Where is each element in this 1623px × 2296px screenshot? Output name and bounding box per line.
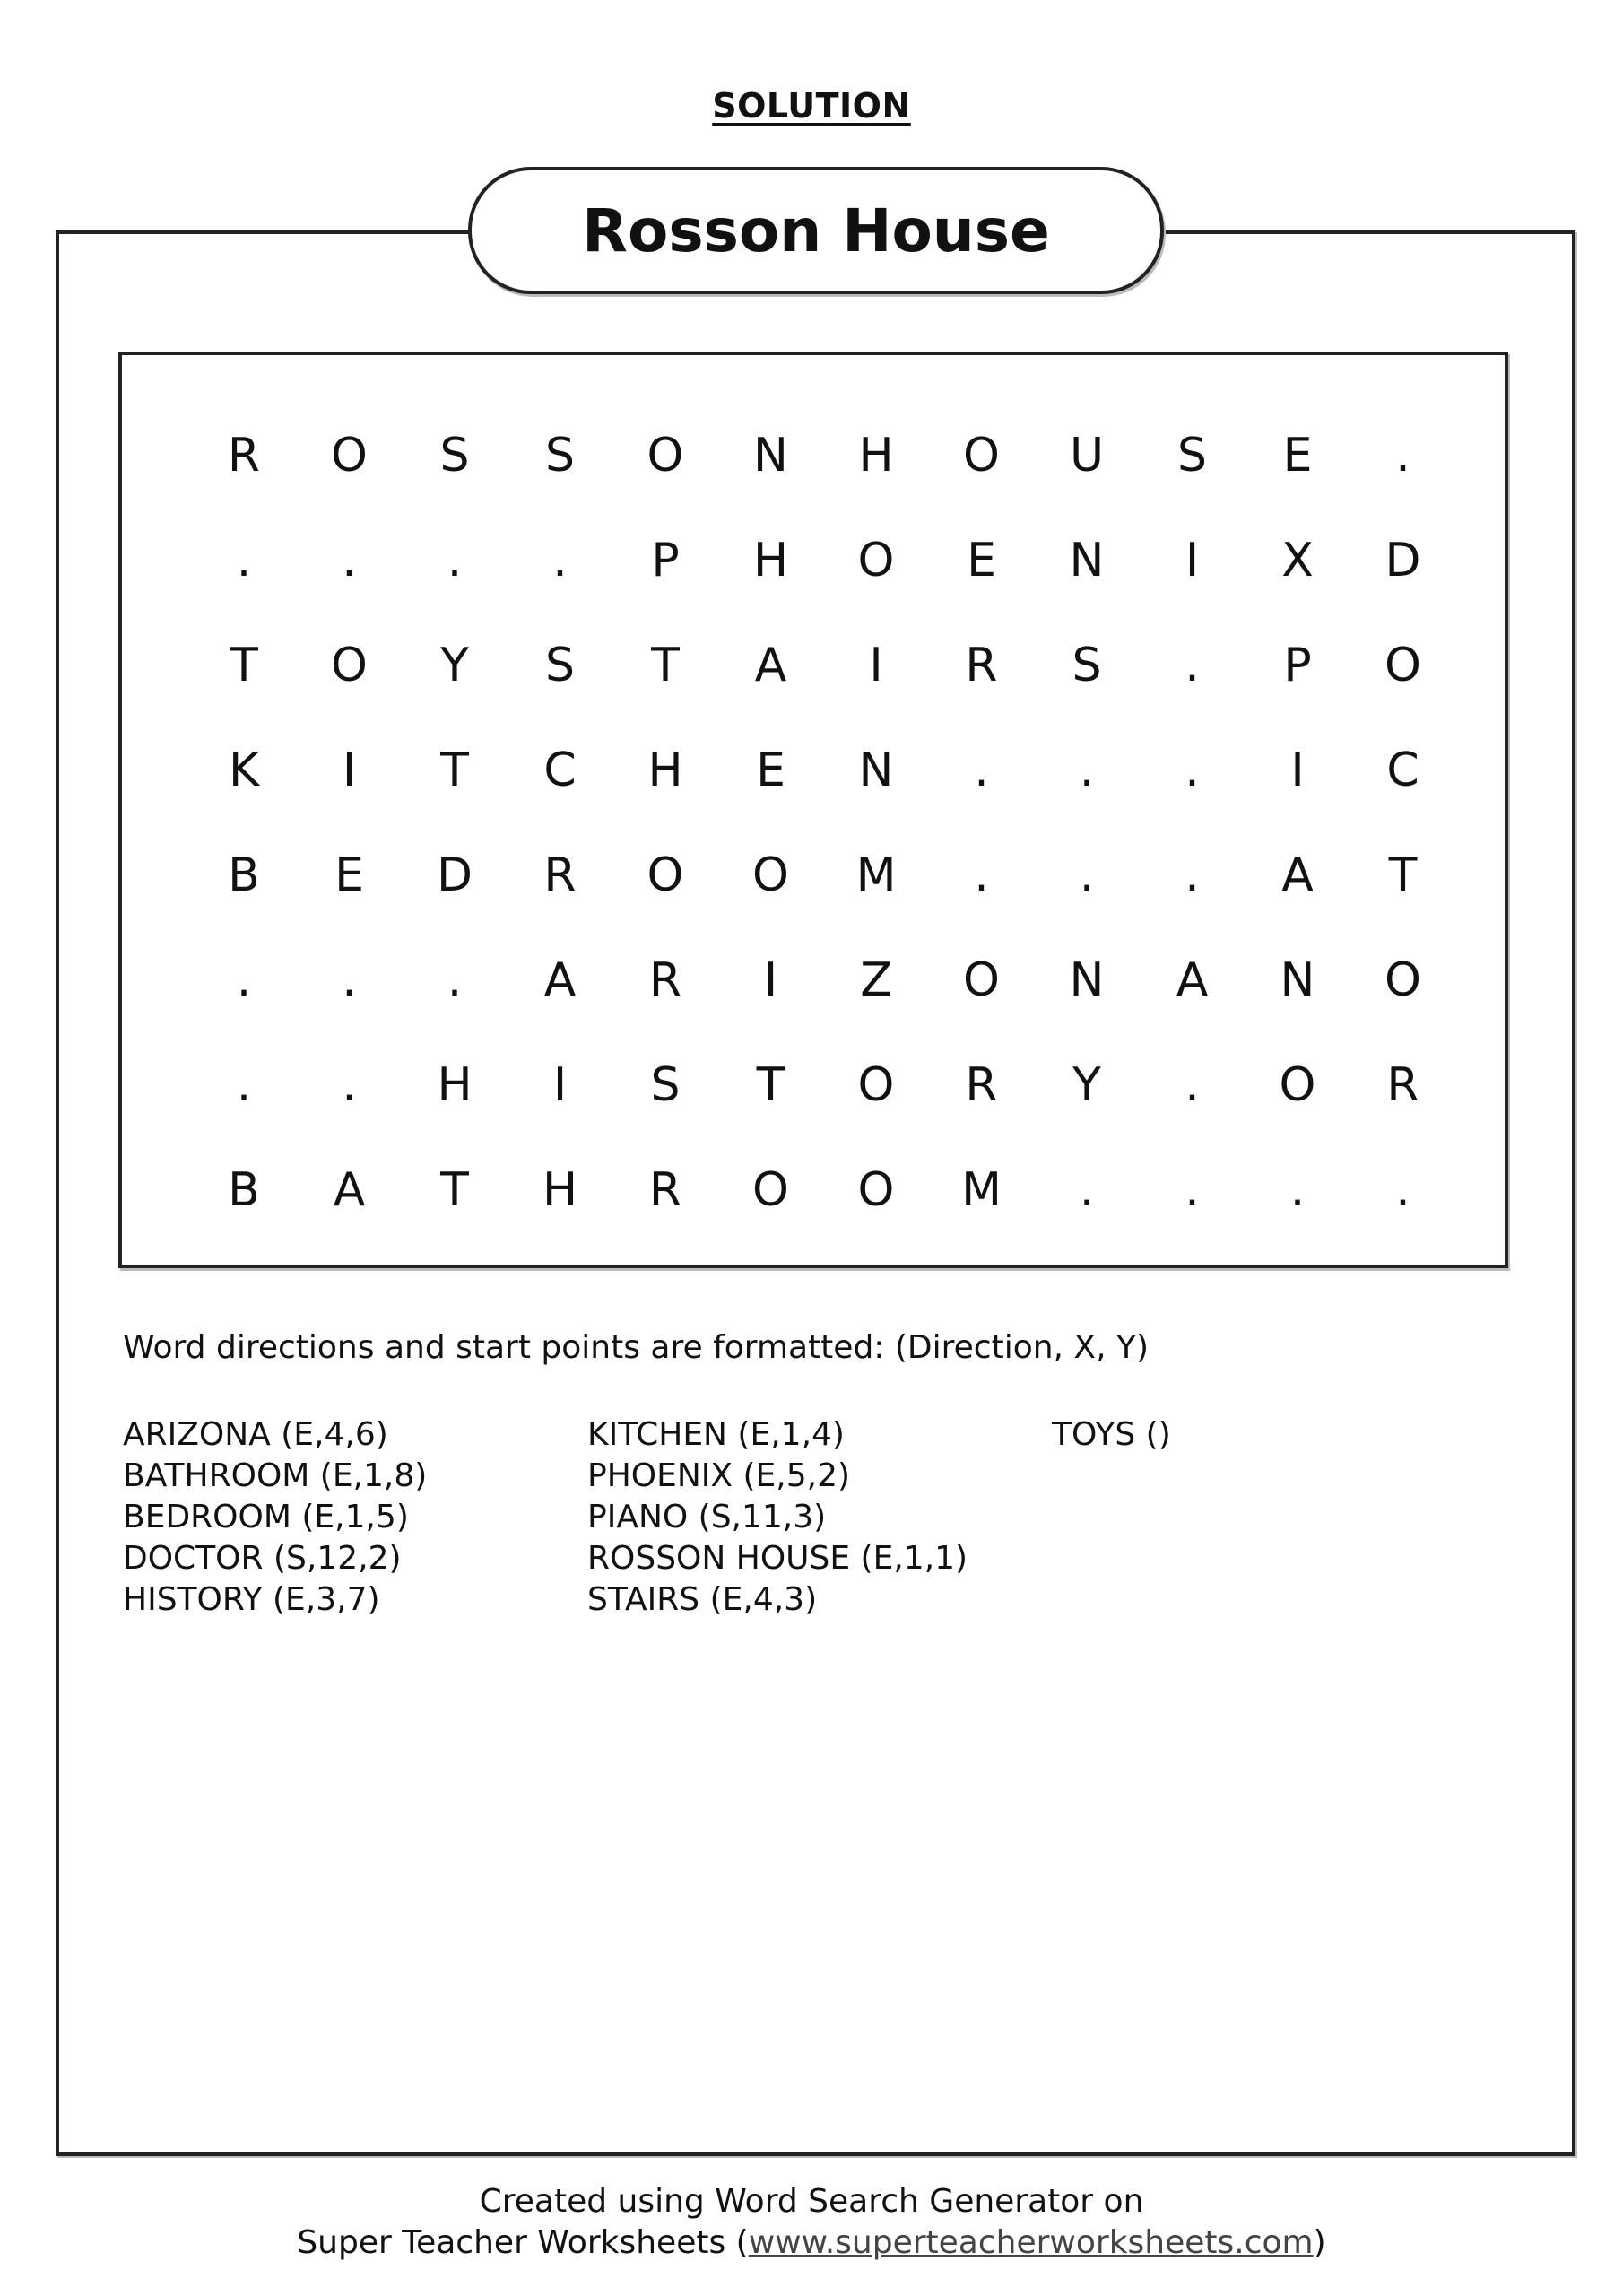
grid-cell: I [1185,534,1200,587]
grid-cell: . [342,1058,357,1112]
grid-cell: S [544,639,575,692]
worksheet-title [468,167,1164,294]
grid-cell: H [752,534,789,587]
grid-cell: . [236,534,252,587]
word-list-item: TOYS () [1052,1416,1171,1453]
grid-cell: Z [860,953,892,1007]
grid-cell: T [230,639,258,692]
word-list-item: KITCHEN (E,1,4) [587,1416,845,1453]
grid-cell: H [542,1163,578,1217]
grid-cell: S [439,429,470,483]
grid-cell: . [447,534,463,587]
grid-cell: S [544,429,575,483]
footer-suffix: ) [1313,2224,1326,2261]
grid-cell: R [965,1058,998,1112]
grid-cell: . [1289,1163,1306,1217]
grid-cell: E [967,534,996,587]
grid-cell: O [752,1163,789,1217]
grid-cell: . [1185,848,1200,902]
grid-cell: . [1395,429,1410,483]
word-list-item: DOCTOR (S,12,2) [123,1540,402,1577]
grid-cell: X [1281,534,1314,587]
grid-cell: Y [440,639,469,692]
grid-cell: A [543,953,577,1007]
grid-cell: H [858,429,894,483]
grid-cell: O [1279,1058,1316,1112]
grid-cell: . [1185,639,1200,692]
footer-line-1: Created using Word Search Generator on [479,2183,1144,2220]
footer [0,2181,1623,2264]
word-list-item: STAIRS (E,4,3) [587,1581,818,1618]
word-list-column-2 [587,1414,968,1621]
grid-cell: N [1280,953,1315,1007]
grid-cell: . [236,1058,252,1112]
grid-cell: . [447,953,463,1007]
grid-cell: O [647,429,684,483]
grid-cell: O [963,953,1000,1007]
grid-cell: O [752,848,789,902]
grid-cell: I [869,639,883,692]
grid-cell: . [236,953,252,1007]
word-list-item: BATHROOM (E,1,8) [123,1457,428,1494]
grid-cell: B [228,848,260,902]
word-list-item: BEDROOM (E,1,5) [123,1499,409,1535]
grid-cell: K [228,744,260,797]
grid-cell: . [1079,744,1095,797]
grid-cell: N [1069,953,1105,1007]
word-list-item: HISTORY (E,3,7) [123,1581,380,1618]
word-list-item: PIANO (S,11,3) [587,1499,827,1535]
word-list-item: PHOENIX (E,5,2) [587,1457,851,1494]
grid-cell: . [1079,848,1095,902]
word-search-grid [122,355,1505,1265]
grid-cell: . [974,744,989,797]
grid-cell: A [754,639,787,692]
grid-cell: B [228,1163,260,1217]
grid-cell: . [342,953,357,1007]
grid-cell: . [1185,1058,1200,1112]
solution-heading: SOLUTION [712,86,911,126]
grid-cell: E [756,744,785,797]
grid-cell: O [331,639,368,692]
grid-cell: . [1185,744,1200,797]
word-list-item: ROSSON HOUSE (E,1,1) [587,1540,968,1577]
grid-cell: I [342,744,357,797]
grid-cell: O [857,1058,895,1112]
word-list-column-1 [123,1414,427,1621]
grid-cell: M [855,848,897,902]
grid-cell: Y [1072,1058,1101,1112]
grid-cell: I [552,1058,568,1112]
grid-cell: H [647,744,683,797]
grid-cell: P [1283,639,1312,692]
grid-cell: D [436,848,473,902]
grid-cell: T [440,744,469,797]
grid-cell: N [1069,534,1105,587]
grid-cell: . [1079,1163,1095,1217]
grid-cell: I [763,953,778,1007]
grid-cell: S [1072,639,1102,692]
grid-cell: . [552,534,568,587]
grid-cell: O [647,848,684,902]
grid-cell: O [1384,953,1421,1007]
footer-prefix: Super Teacher Worksheets ( [297,2224,749,2261]
footer-line-2 [0,2222,1623,2264]
grid-cell: N [858,744,894,797]
grid-cell: O [963,429,1000,483]
grid-cell: A [1281,848,1314,902]
grid-cell: C [1386,744,1419,797]
grid-cell: E [1282,429,1313,483]
footer-link[interactable]: www.superteacherworksheets.com [748,2224,1314,2261]
grid-cell: . [974,848,989,902]
grid-cell: S [1176,429,1207,483]
grid-cell: O [857,534,895,587]
word-list-column-3 [1052,1414,1171,1456]
word-search-grid-box [118,352,1508,1268]
grid-cell: . [342,534,357,587]
grid-cell: O [1384,639,1421,692]
grid-cell: T [756,1058,785,1112]
grid-cell: T [440,1163,469,1217]
grid-cell: O [331,429,368,483]
grid-cell: N [753,429,788,483]
grid-cell: R [648,1163,682,1217]
grid-cell: P [651,534,680,587]
grid-cell: U [1069,429,1105,483]
grid-cell: A [1176,953,1209,1007]
grid-cell: R [227,429,261,483]
grid-cell: A [333,1163,366,1217]
grid-cell: R [648,953,682,1007]
grid-cell: R [543,848,577,902]
grid-cell: . [1185,1163,1200,1217]
grid-cell: H [437,1058,473,1112]
grid-cell: I [1290,744,1305,797]
grid-cell: R [965,639,998,692]
grid-cell: E [334,848,364,902]
grid-cell: C [543,744,577,797]
instructions-text: Word directions and start points are formatted: (Direction, X, Y) [123,1329,1150,1366]
word-list-item: ARIZONA (E,4,6) [123,1416,388,1453]
grid-cell: T [651,639,680,692]
grid-cell: S [650,1058,681,1112]
grid-cell: M [961,1163,1002,1217]
grid-cell: . [1395,1163,1410,1217]
worksheet-title-text: Rosson House [582,196,1050,265]
grid-cell: R [1386,1058,1419,1112]
grid-cell: O [857,1163,895,1217]
grid-cell: T [1388,848,1418,902]
grid-cell: D [1384,534,1421,587]
